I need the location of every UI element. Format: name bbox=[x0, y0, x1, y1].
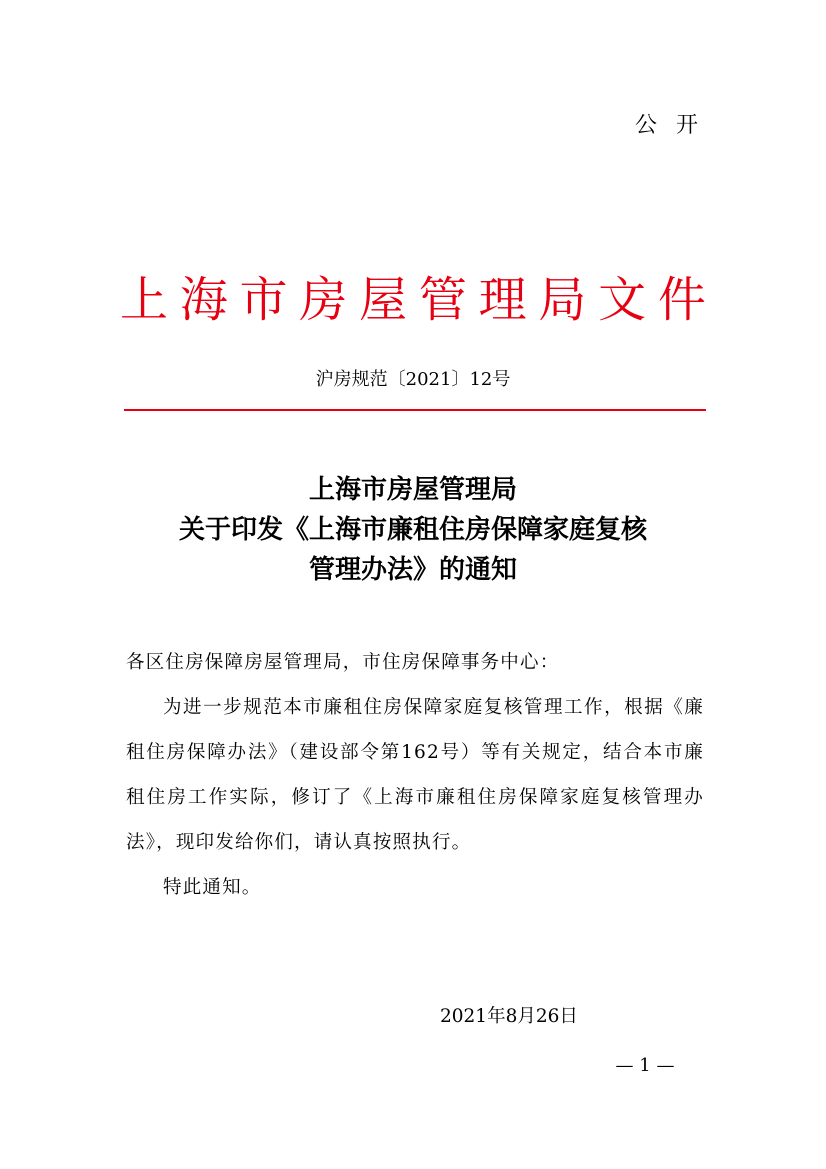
title-line: 管理办法》的通知 bbox=[308, 555, 517, 585]
masthead-char: 文 bbox=[598, 272, 647, 328]
disclosure-label: 公 开 bbox=[635, 113, 704, 138]
notice-title bbox=[120, 470, 706, 590]
masthead-char: 市 bbox=[239, 272, 288, 328]
title-line: 关于印发《上海市廉租住房保障家庭复核 bbox=[178, 515, 647, 545]
masthead-char: 理 bbox=[478, 272, 527, 328]
title-line: 上海市房屋管理局 bbox=[308, 475, 517, 505]
red-divider-line bbox=[124, 409, 706, 411]
masthead-char: 上 bbox=[120, 272, 169, 328]
page-number: — 1 — bbox=[615, 1055, 675, 1076]
masthead-title bbox=[120, 268, 706, 332]
masthead-char: 屋 bbox=[359, 272, 408, 328]
masthead-char: 局 bbox=[538, 272, 587, 328]
masthead-char: 房 bbox=[299, 272, 348, 328]
document-number: 沪房规范〔2021〕12号 bbox=[315, 369, 511, 390]
masthead-char: 海 bbox=[179, 272, 228, 328]
issue-date: 2021年8月26日 bbox=[440, 1006, 578, 1027]
masthead-char: 件 bbox=[657, 272, 706, 328]
masthead-char: 管 bbox=[418, 272, 467, 328]
salutation: 各区住房保障房屋管理局，市住房保障事务中心： bbox=[126, 652, 560, 673]
body-paragraph: 为进一步规范本市廉租住房保障家庭复核管理工作，根据《廉租住房保障办法》（建设部令第162号）等有关规定，结合本市廉租住房工作实际，修订了《上海市廉租住房保障家庭复核管理办法》，现印发给你们，请认真按照执行。 bbox=[126, 697, 704, 853]
closing-remark: 特此通知。 bbox=[163, 877, 262, 898]
